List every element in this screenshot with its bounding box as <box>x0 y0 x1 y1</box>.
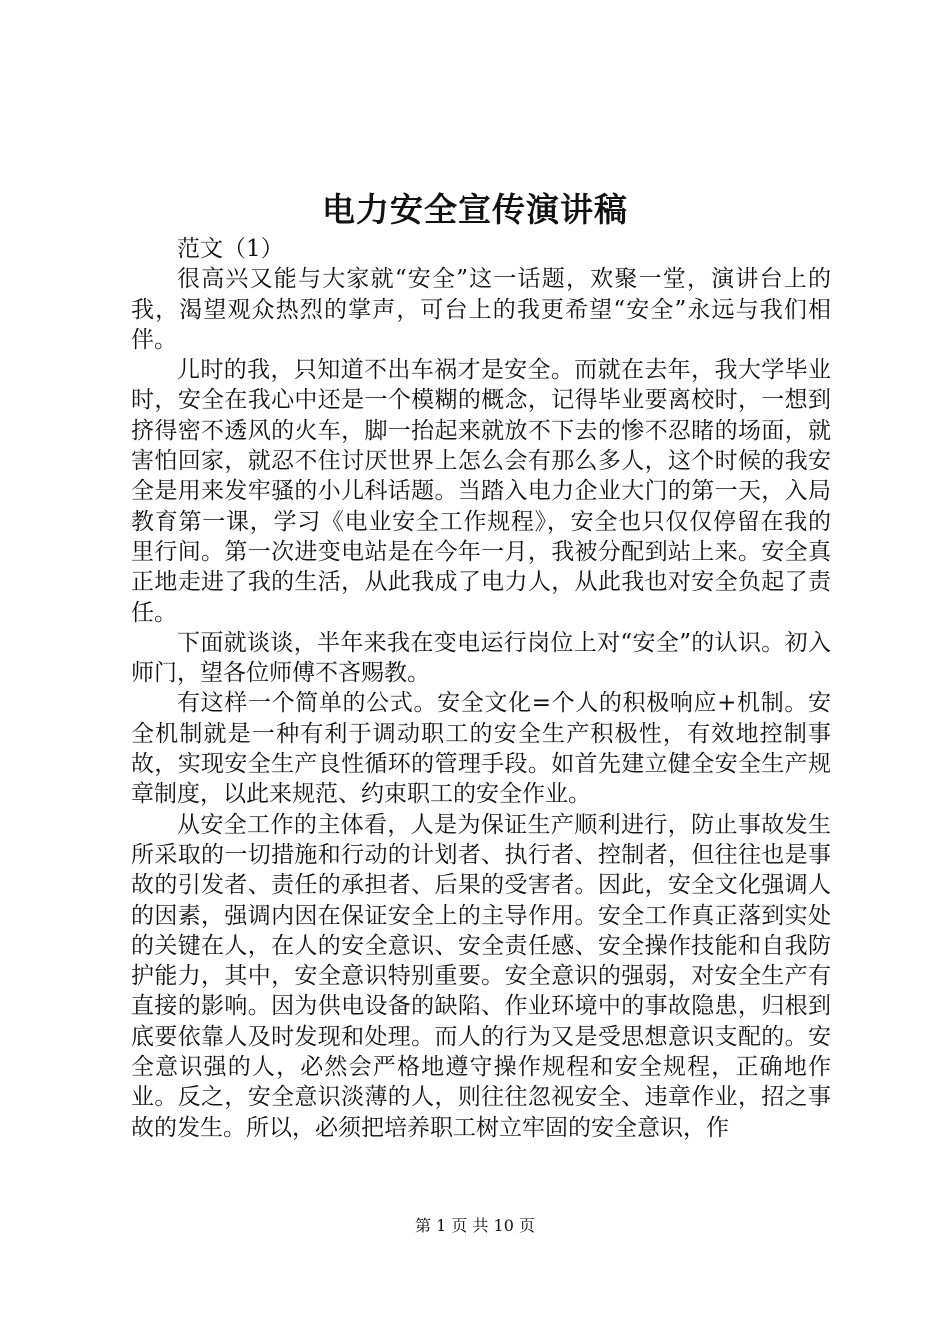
page-number: 第 1 页 共 10 页 <box>415 1216 535 1235</box>
paragraph: 有这样一个简单的公式。安全文化=个人的积极响应+机制。安全机制就是一种有利于调动职工的安全生产积极性，有效地控制事故，实现安全生产良性循环的管理手段。如首先建立健全安全生产规章制度，以此来规范、约束职工的安全作业。 <box>131 690 831 808</box>
paragraph: 儿时的我，只知道不出车祸才是安全。而就在去年，我大学毕业时，安全在我心中还是一个模糊的概念，记得毕业要离校时，一想到挤得密不透风的火车，脚一抬起来就放不下去的惨不忍睹的场面，就害怕回家，就忍不住讨厌世界上怎么会有那么多人，这个时候的我安全是用来发牢骚的小儿科话题。当踏入电力企业大门的第一天，入局教育第一课，学习《电业安全工作规程》，安全也只仅仅停留在我的里行间。第一次进变电站是在今年一月，我被分配到站上来。安全真正地走进了我的生活，从此我成了电力人，从此我也对安全负起了责任。 <box>131 357 831 626</box>
document-body <box>131 234 831 1143</box>
paragraph: 下面就谈谈，半年来我在变电运行岗位上对“安全”的认识。初入师门，望各位师傅不吝赐教。 <box>131 629 831 687</box>
paragraph: 很高兴又能与大家就“安全”这一话题，欢聚一堂，演讲台上的我，渴望观众热烈的掌声，可台上的我更希望“安全”永远与我们相伴。 <box>131 266 831 353</box>
document-title: 电力安全宣传演讲稿 <box>322 190 628 229</box>
page-footer <box>0 1214 950 1238</box>
paragraph: 从安全工作的主体看，人是为保证生产顺利进行，防止事故发生所采取的一切措施和行动的计划者、执行者、控制者，但往往也是事故的引发者、责任的承担者、后果的受害者。因此，安全文化强调人的因素，强调内因在保证安全上的主导作用。安全工作真正落到实处的关键在人，在人的安全意识、安全责任感、安全操作技能和自我防护能力，其中，安全意识特别重要。安全意识的强弱，对安全生产有直接的影响。因为供电设备的缺陷、作业环境中的事故隐患，归根到底要依靠人及时发现和处理。而人的行为又是受思想意识支配的。安全意识强的人，必然会严格地遵守操作规程和安全规程，正确地作业。反之，安全意识淡薄的人，则往往忽视安全、违章作业，招之事故的发生。所以，必须把培养职工树立牢固的安全意识，作 <box>131 811 831 1141</box>
paragraph-heading: 范文（1） <box>177 236 284 262</box>
